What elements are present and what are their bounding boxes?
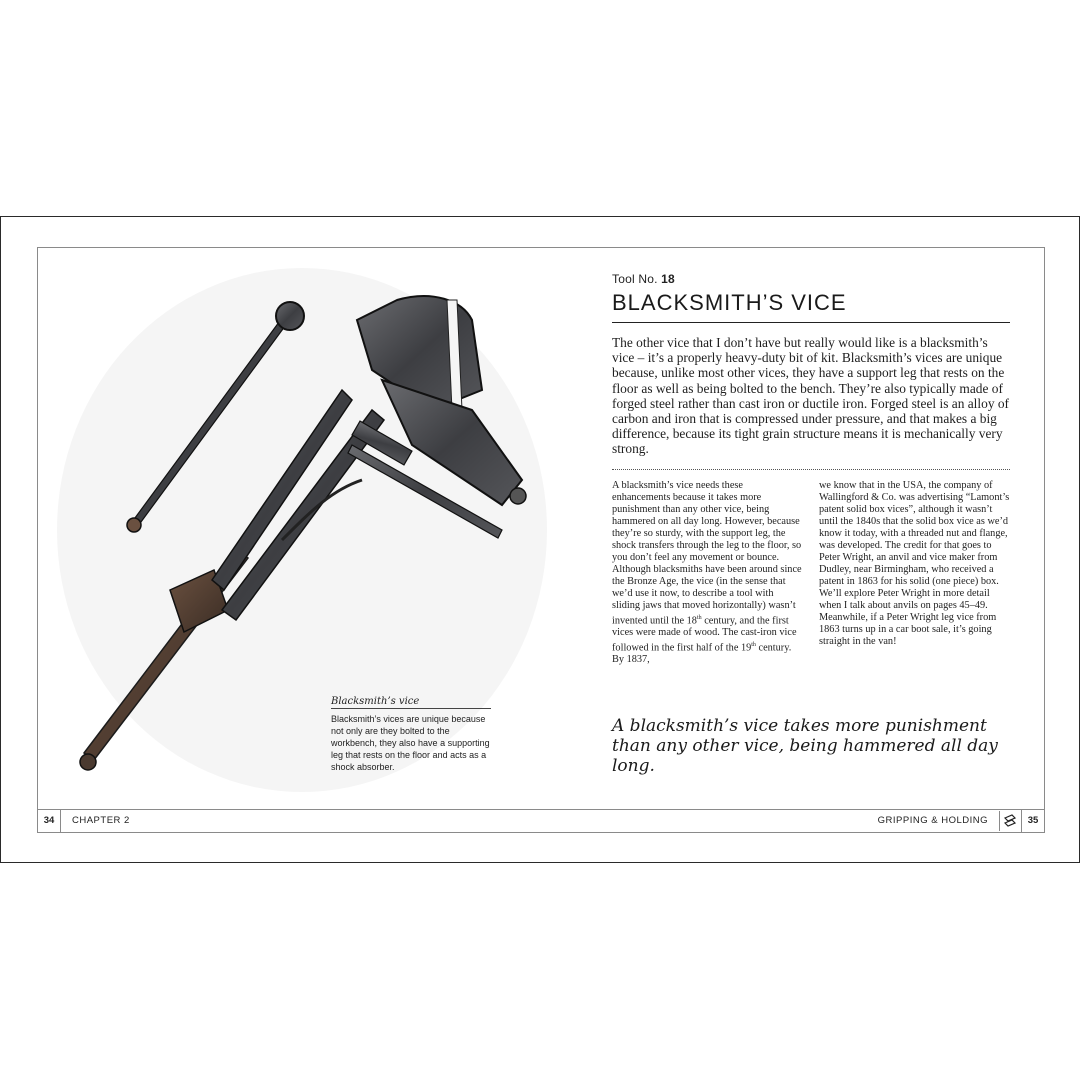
col1-sup-2: th [751,642,756,649]
book-frame [0,216,1080,863]
article [612,272,1010,776]
col1-number-1: 18 [686,615,697,627]
right-page-number: 35 [1021,810,1044,832]
col1-text-3: century. By 1837, [612,642,792,666]
book-spread [37,247,1045,833]
caption-title: Blacksmith’s vice [331,696,491,709]
illustration-caption [331,696,491,773]
intro-paragraph: The other vice that I don’t have but really would like is a blacksmith’s vice – it’s a properly heavy-duty bit of kit. Blacksmith’s vices are unique because, unlike most other vices, they have a support leg that rests on the floor as well as being bolted to the bench. They’re also typically made of forged steel rather than cast iron or ductile iron. Forged steel is an alloy of carbon and iron that is compressed under pressure, and that makes a big difference, because its tight grain structure means it is mechanically very strong. [612,335,1010,470]
col1-text-1: A blacksmith’s vice needs these enhancements because it takes more punishment than any other vice, being hammered on all day long. However, because they’re so sturdy, with the support leg, the shock transfers through the leg to the floor, so you don’t feel any movement or bounce. Although blacksmiths have been around since the Bronze Age, the vice (in the sense that we’d use it now, to describe a tool with sliding jaws that moved horizontally) wasn’t invented until the [612,479,802,627]
caption-body: Blacksmith’s vices are unique because not only are they bolted to the workbench, they also have a supporting leg that rests on the floor and acts as a shock absorber. [331,714,490,772]
col1-text-2: century, and the first vices were made of wood. The cast-iron vice followed in the first half of the [612,615,797,654]
tool-number-prefix: Tool No. [612,272,658,286]
right-chapter-label: GRIPPING & HOLDING [877,815,988,826]
page-footer [38,809,1044,832]
body-columns [612,480,1010,667]
col1-number-2: 19 [740,642,752,654]
body-column-2: we know that in the USA, the company of Wallingford & Co. was advertising “Lamont’s patent solid box vices”, although it wasn’t until the 1840s that the solid box vice as we’d know it today, with a threaded nut and flange, was developed. The credit for that goes to Peter Wright, an anvil and vice maker from Dudley, near Birmingham, who received a patent in 1863 for his solid (one piece) box. We’ll explore Peter Wright in more detail when I talk about anvils on pages 45–49. Meanwhile, if a Peter Wright leg vice from 1863 turns up in a car boot sale, it’s going straight in the van! [819,479,1010,647]
left-page-number: 34 [38,810,61,832]
pull-quote: A blacksmith’s vice takes more punishment than any other vice, being hammered all day long. [612,716,998,777]
tool-number [612,272,1010,286]
col1-sup-1: th [696,614,702,621]
left-chapter-label: CHAPTER 2 [72,815,130,826]
book-logo-icon [999,811,1020,831]
tool-number-value: 18 [661,272,675,286]
body-column-1 [612,480,803,667]
page-title: BLACKSMITH’S VICE [612,290,1010,323]
